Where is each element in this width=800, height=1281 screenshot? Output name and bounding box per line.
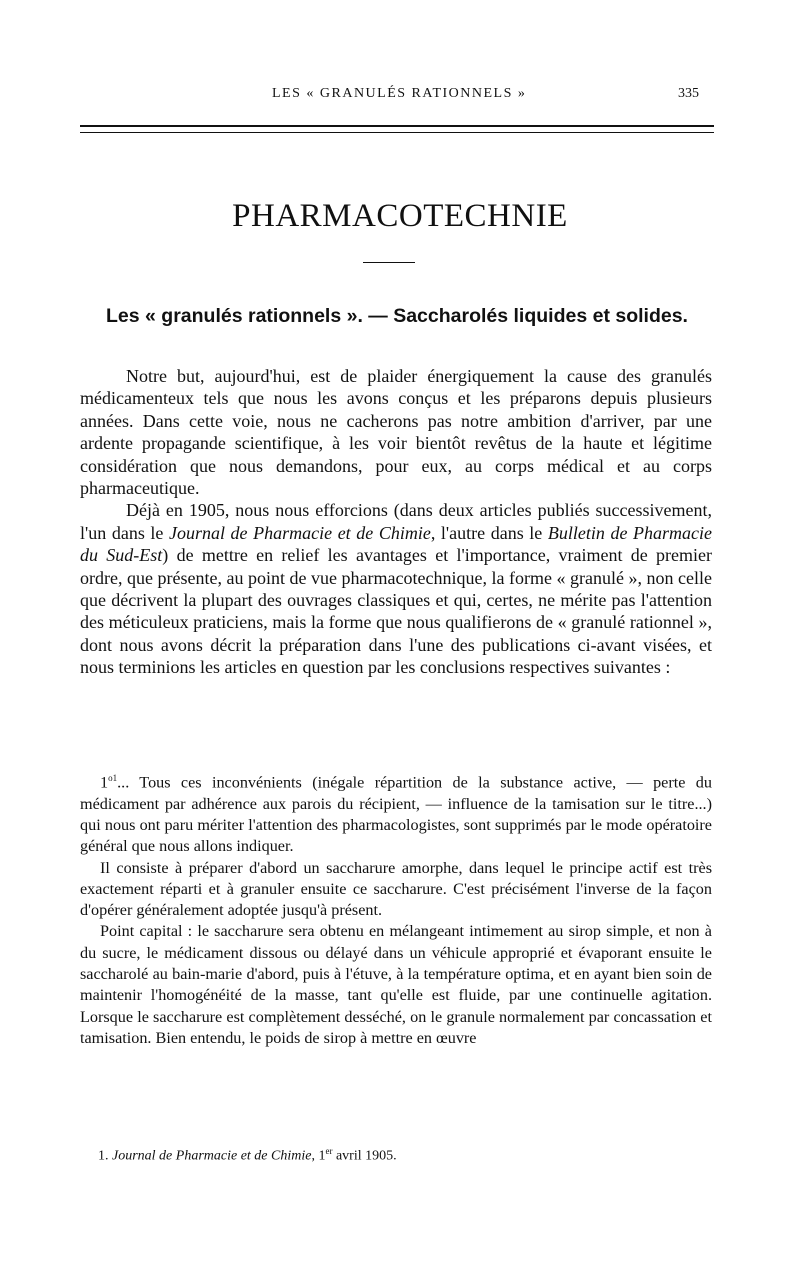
header-rule-thin — [80, 132, 714, 133]
footnote-marker: o1 — [108, 773, 118, 783]
running-header — [0, 86, 800, 108]
page-number: 335 — [678, 86, 699, 101]
footnote-number: 1. — [98, 1148, 109, 1164]
main-text — [80, 365, 712, 679]
section-title: PHARMACOTECHNIE — [232, 198, 568, 234]
quote-paragraph-3: Point capital : le saccharure sera obtenu en mélangeant intimement au sirop simple, et non à du sucre, le médicament dissous ou délayé dans un véhicule approprié et évaporant ensuite le saccharolé au bain-marie d'abord, puis à l'étuve, à la température optima, et en ayant bien soin de maintenir l'homogénéité de la masse, tant qu'elle est fluide, par une continuelle agitation. Lorsque le saccharure est complètement desséché, on le granule normalement par concassation et tamisation. Bien entendu, le poids de sirop à mettre en œuvre — [80, 922, 712, 1047]
bulletin-reference: Bulletin de Pharmacie du Sud-Est — [80, 522, 712, 566]
quote-paragraph-1: $1^{o1}$... Tous ces inconvénients (inégale répartition de la substance active, — perte du médicament par adhérence aux parois du récipient, — influence de la tamisation sur le titre...) qui nous ont paru mériter l'attention des pharmacologistes, sont supprimés par le mode opératoire général que nous allons indiquer. — [80, 773, 712, 856]
quoted-conclusions — [80, 768, 712, 1049]
header-rule-thick — [80, 125, 714, 127]
footnote: 1. Journal de Pharmacie et de Chimie, 1er avril 1905. — [98, 1146, 397, 1164]
footnote-journal: Journal de Pharmacie et de Chimie — [112, 1148, 312, 1164]
title-divider — [363, 262, 415, 263]
paragraph-1: Notre but, aujourd'hui, est de plaider énergiquement la cause des granulés médicamenteux tels que nous les avons conçus et les préparons depuis plusieurs années. Dans cette voie, nous ne cacherons pas notre ambition d'arriver, par une ardente propagande scientifique, à les voir bientôt revêtus de la haute et légitime considération que nous demandons, pour eux, au corps médical et au corps pharmaceutique. — [80, 366, 712, 499]
running-title: LES « GRANULÉS RATIONNELS » — [272, 86, 527, 101]
paragraph-2: Déjà en 1905, nous nous efforcions (dans deux articles publiés successivement, l'un dans le Journal de Pharmacie et de Chimie, l'autre dans le Bulletin de Pharmacie du Sud-Est) de mettre en relief les avantages et l'importance, vraiment de premier ordre, que présente, au point de vue pharmacotechnique, la forme « granulé », non celle que décrivent la plupart des ouvrages classiques et qui, certes, ne mérite pas l'attention des méticuleux praticiens, mais la forme que nous qualifierons de « granulé rationnel », dont nous avons décrit la préparation dans l'une des publications ci-avant visées, et nous terminions les articles en question par les conclusions respectives suivantes : — [80, 500, 712, 678]
article-heading: Les « granulés rationnels ». — Saccharolés liquides et solides. — [106, 305, 688, 327]
quote-paragraph-2: Il consiste à préparer d'abord un saccharure amorphe, dans lequel le principe actif est très exactement réparti et à granuler ensuite ce saccharure. C'est précisément l'inverse de la façon d'opérer généralement adoptée jusqu'à présent. — [80, 858, 712, 920]
journal-reference: Journal de Pharmacie et de Chimie — [168, 522, 431, 543]
